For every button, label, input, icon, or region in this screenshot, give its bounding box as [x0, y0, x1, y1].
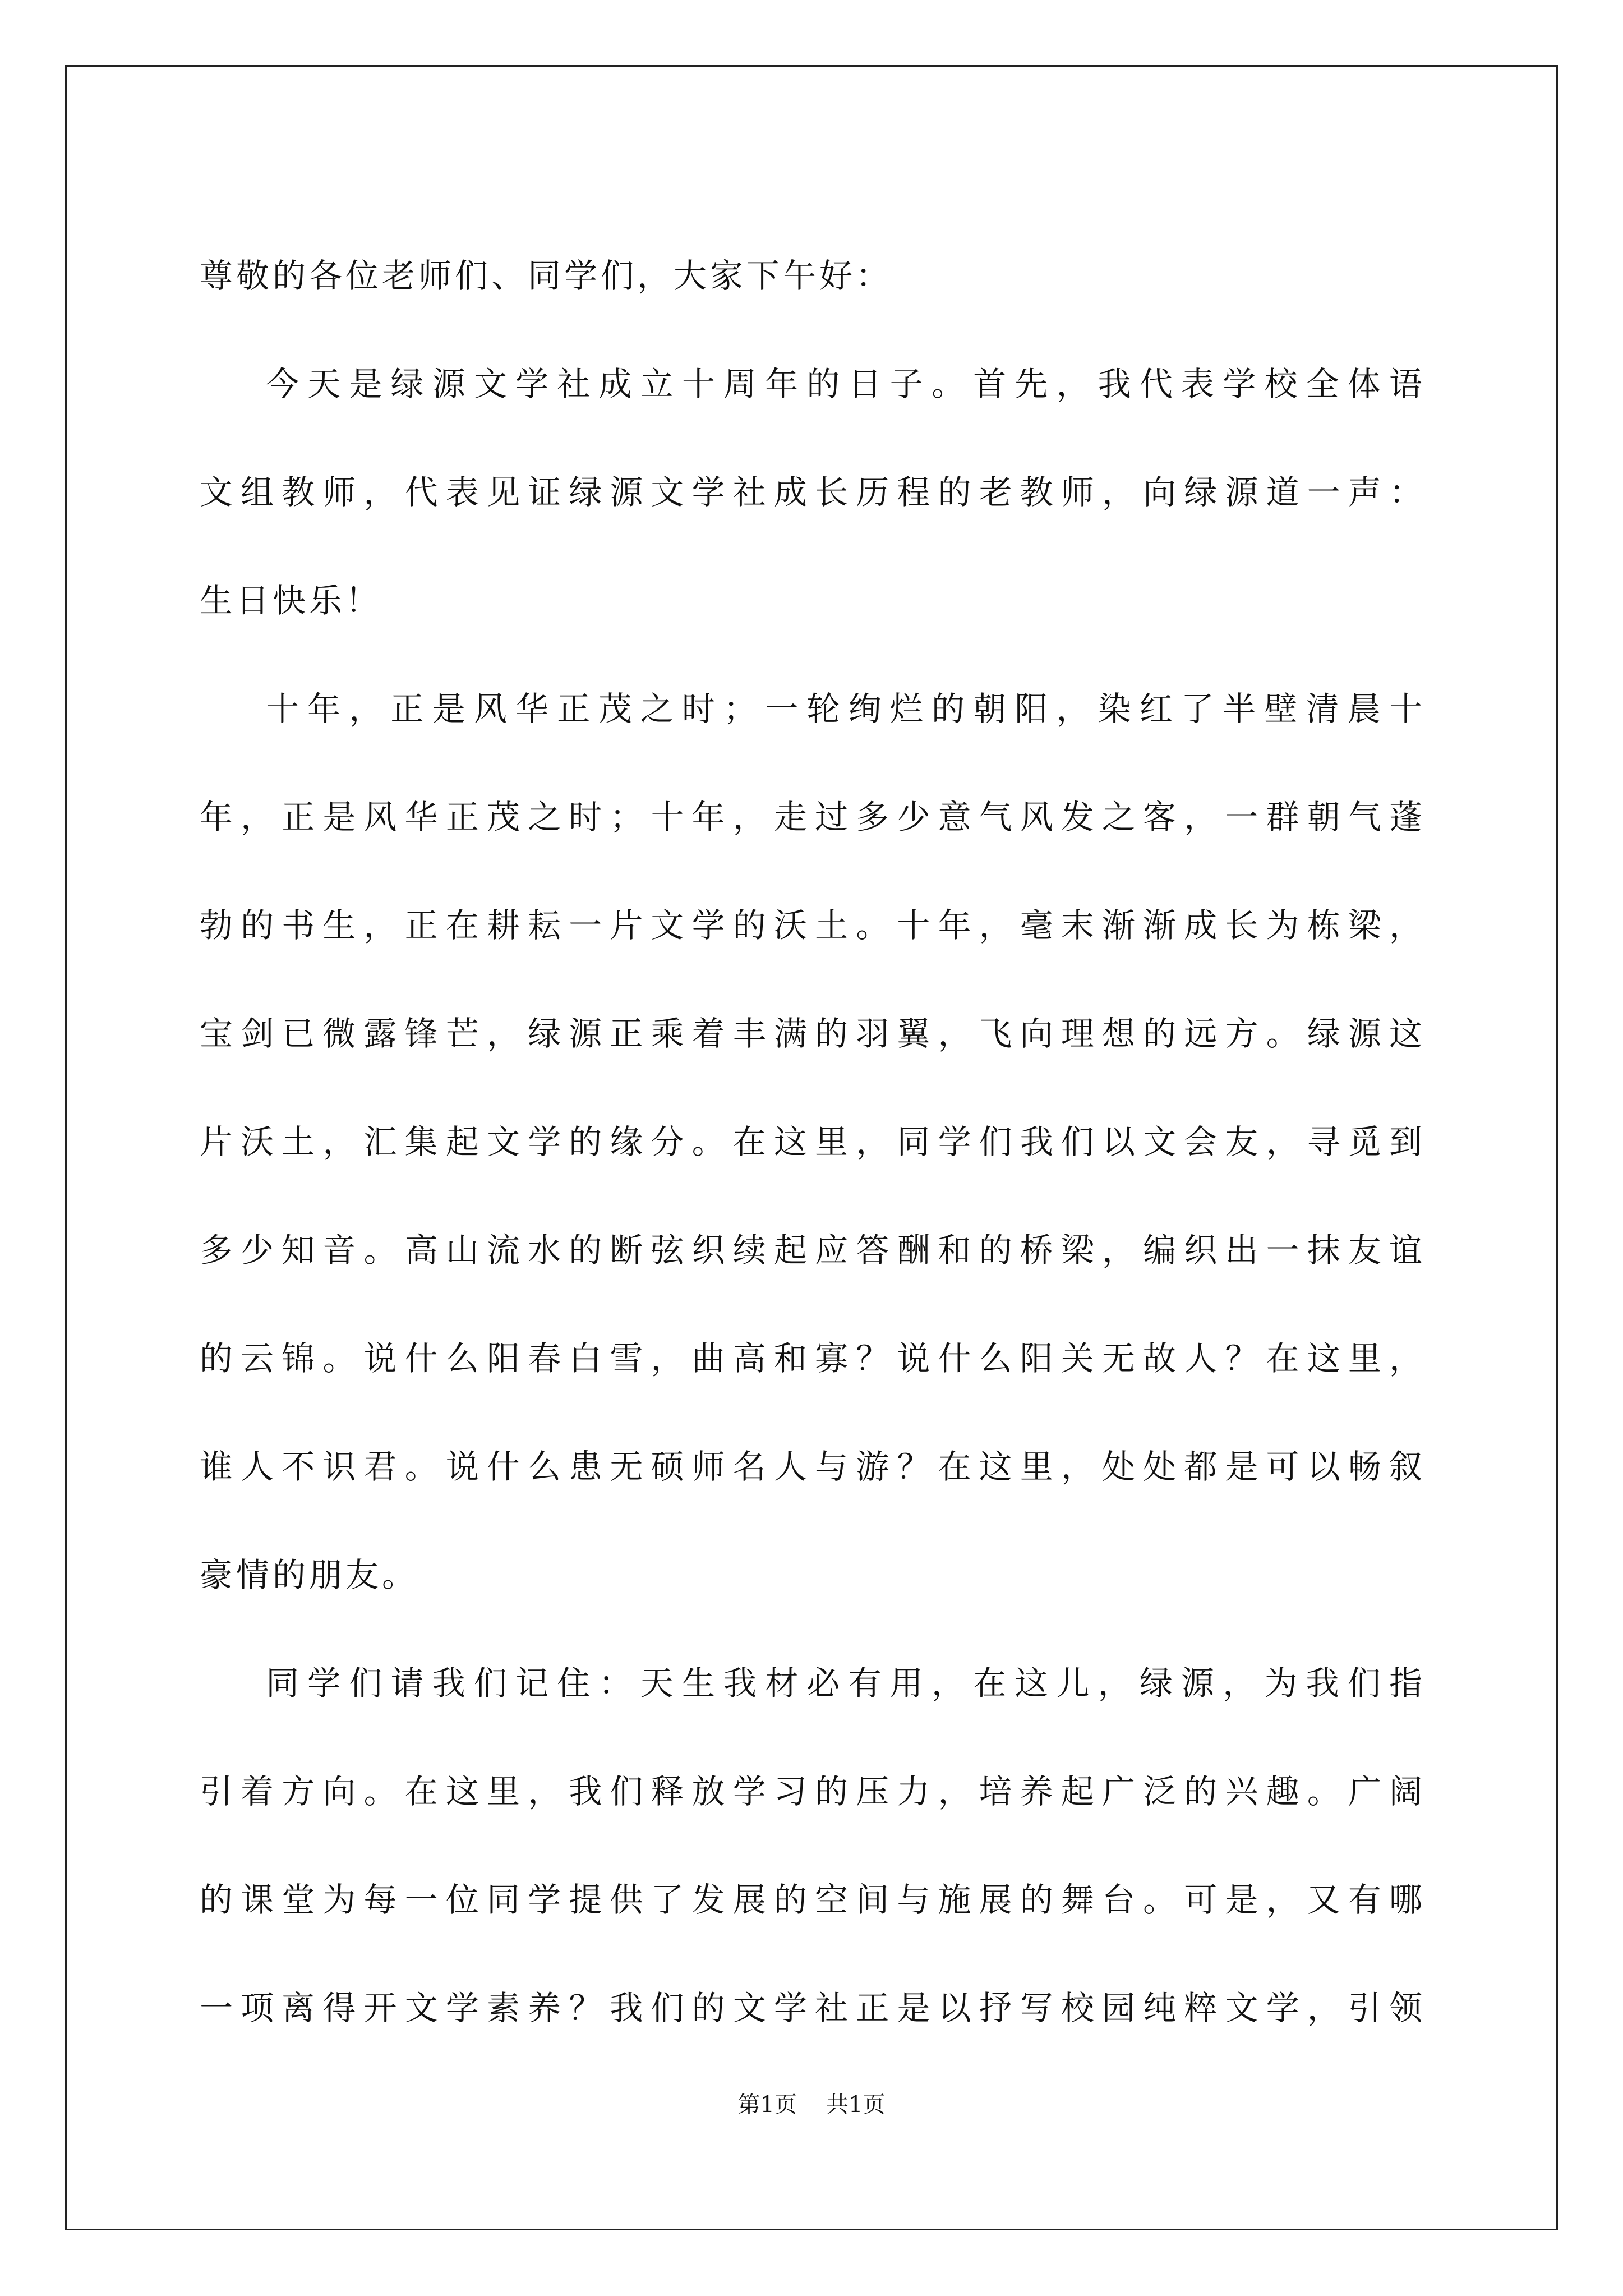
- paragraph-line: 勃的书生，正在耕耘一片文学的沃土。十年，毫末渐渐成长为栋梁，: [200, 906, 1422, 945]
- paragraph-line: 引着方向。在这里，我们释放学习的压力，培养起广泛的兴趣。广阔: [200, 1772, 1422, 1811]
- paragraph-line: 同学们请我们记住：天生我材必有用，在这儿，绿源，为我们指: [266, 1664, 1422, 1703]
- paragraph-line: 今天是绿源文学社成立十周年的日子。首先，我代表学校全体语: [266, 365, 1422, 403]
- paragraph-line: 谁人不识君。说什么患无硕师名人与游？在这里，处处都是可以畅叙: [200, 1447, 1422, 1486]
- paragraph-line: 十年，正是风华正茂之时；一轮绚烂的朝阳，染红了半壁清晨十: [266, 689, 1422, 728]
- paragraph-line: 宝剑已微露锋芒，绿源正乘着丰满的羽翼，飞向理想的远方。绿源这: [200, 1014, 1422, 1053]
- page-footer: [0, 2087, 1623, 2119]
- paragraph-line: 的云锦。说什么阳春白雪，曲高和寡？说什么阳关无故人？在这里，: [200, 1339, 1422, 1378]
- paragraph-line: 片沃土，汇集起文学的缘分。在这里，同学们我们以文会友，寻觅到: [200, 1122, 1422, 1161]
- page-total: 共1页: [826, 2092, 886, 2118]
- paragraph-line: 一项离得开文学素养？我们的文学社正是以抒写校园纯粹文学，引领: [200, 1989, 1422, 2027]
- paragraph-line: 多少知音。高山流水的断弦织续起应答酬和的桥梁，编织出一抹友谊: [200, 1231, 1422, 1269]
- paragraph-line: 豪情的朋友。: [200, 1556, 419, 1594]
- greeting-line: 尊敬的各位老师们、同学们，大家下午好：: [200, 256, 893, 295]
- paragraph-line: 年，正是风华正茂之时；十年，走过多少意气风发之客，一群朝气蓬: [200, 798, 1422, 836]
- paragraph-line: 的课堂为每一位同学提供了发展的空间与施展的舞台。可是，又有哪: [200, 1880, 1422, 1919]
- page-number: 第1页: [737, 2092, 797, 2118]
- paragraph-line: 生日快乐！: [200, 581, 382, 620]
- paragraph-line: 文组教师，代表见证绿源文学社成长历程的老教师，向绿源道一声：: [200, 473, 1422, 512]
- document-body: [200, 222, 1422, 2062]
